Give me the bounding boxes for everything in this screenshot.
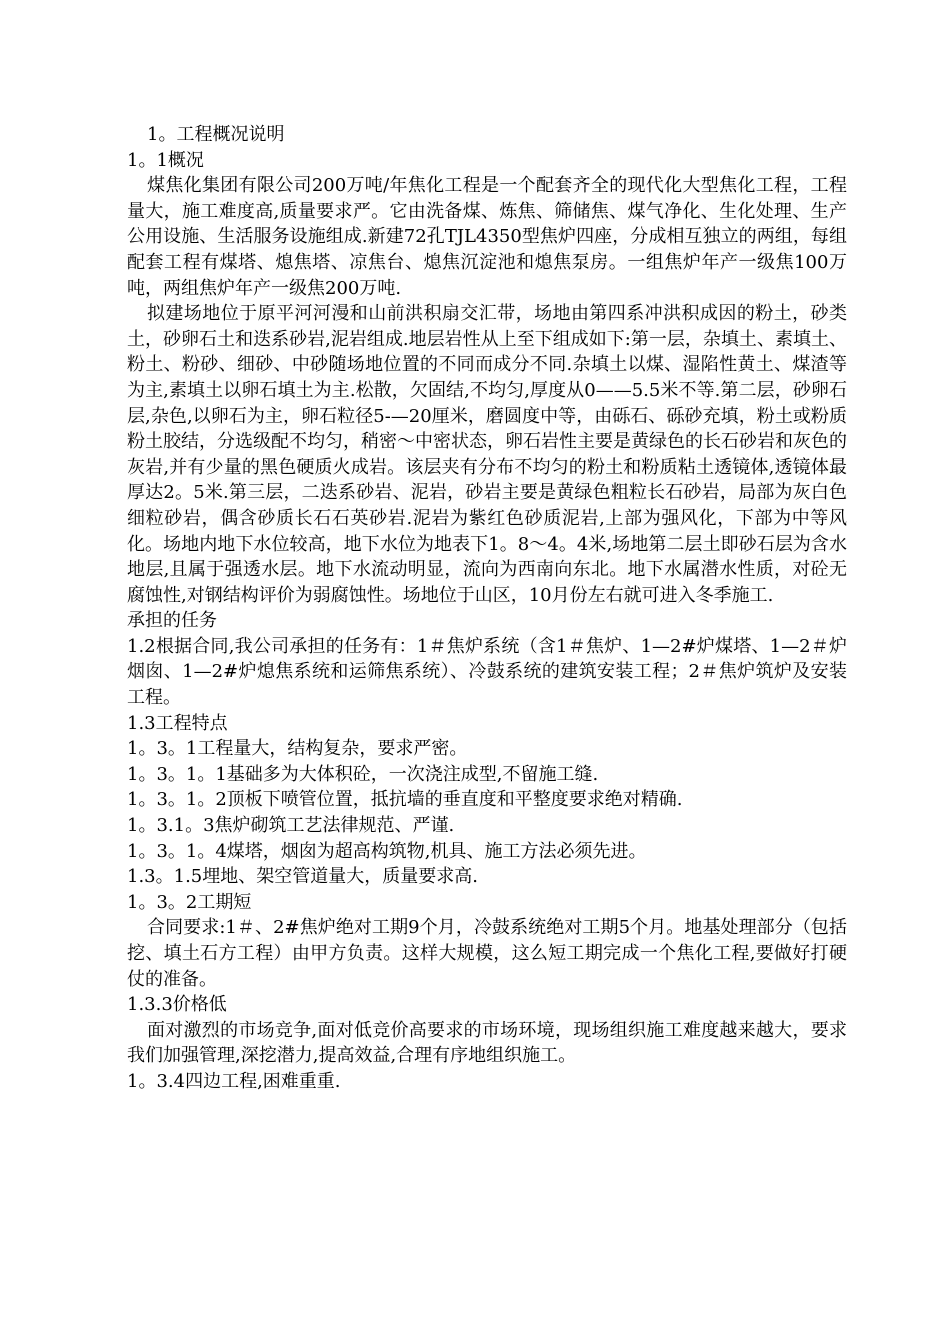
list-item-1-3-1-5: 1.3。1.5埋地、架空管道量大，质量要求高.	[127, 866, 478, 888]
subsection-heading-features: 1.3工程特点	[127, 712, 228, 734]
paragraph-price: 面对激烈的市场竞争,面对低竞价高要求的市场环境，现场组织施工难度越来越大，要求我们加强管理,深挖潜力,提高效益,合理有序地组织施工。	[127, 1019, 847, 1067]
list-item-1-3-1-2: 1。3。1。2顶板下喷管位置，抵抗墙的垂直度和平整度要求绝对精确.	[127, 789, 683, 811]
section-heading-1: 1。工程概况说明	[147, 124, 285, 145]
paragraph-overview: 煤焦化集团有限公司200万吨/年焦化工程是一个配套齐全的现代化大型焦化工程，工程量大，施工难度高,质量要求严。它由洗备煤、炼焦、筛储焦、煤气净化、生化处理、生产公用设施、生活服务设施组成.新建72孔TJL4350型焦炉四座，分成相互独立的两组，每组配套工程有煤塔、熄焦塔、凉焦台、熄焦沉淀池和熄焦泵房。一组焦炉年产一级焦100万吨，两组焦炉年产一级焦200万吨.	[127, 175, 847, 299]
list-item-1-3-1-1: 1。3。1。1基础多为大体积砼，一次浇注成型,不留施工缝.	[127, 763, 599, 785]
list-item-1-3-1-4: 1。3。1。4煤塔，烟囱为超高构筑物,机具、施工方法必须先进。	[127, 840, 647, 862]
paragraph-schedule: 合同要求:1＃、2#焦炉绝对工期9个月，冷鼓系统绝对工期5个月。地基处理部分（包括挖、填土石方工程）由甲方负责。这样大规模，这么短工期完成一个焦化工程,要做好打硬仗的准备。	[127, 917, 847, 990]
list-item-1-3-2: 1。3。2工期短	[127, 891, 252, 913]
list-item-1-3-4: 1。3.4四边工程,困难重重.	[127, 1070, 341, 1092]
list-item-1-3-3: 1.3.3价格低	[127, 994, 227, 1016]
document-body	[127, 122, 847, 1095]
subsection-heading-overview: 1。1概况	[127, 149, 204, 171]
subsection-heading-tasks: 承担的任务	[127, 610, 217, 632]
paragraph-site-conditions: 拟建场地位于原平河河漫和山前洪积扇交汇带，场地由第四系冲洪积成因的粉土，砂类土，砂卵石土和迭系砂岩,泥岩组成.地层岩性从上至下组成如下:第一层，杂填土、素填土、粉土、粉砂、细砂、中砂随场地位置的不同而成分不同.杂填土以煤、湿陷性黄土、煤渣等为主,素填土以卵石填土为主.松散，欠固结,不均匀,厚度从0——5.5米不等.第二层，砂卵石层,杂色,以卵石为主，卵石粒径5-—20厘米，磨圆度中等，由砾石、砾砂充填，粉土或粉质粉土胶结，分选级配不均匀，稍密～中密状态，卵石岩性主要是黄绿色的长石砂岩和灰色的灰岩,并有少量的黑色硬质火成岩。该层夹有分布不均匀的粉土和粉质粘土透镜体,透镜体最厚达2。5米.第三层，二迭系砂岩、泥岩，砂岩主要是黄绿色粗粒长石砂岩，局部为灰白色细粒砂岩，偶含砂质长石石英砂岩.泥岩为紫红色砂质泥岩,上部为强风化，下部为中等风化。场地内地下水位较高，地下水位为地表下1。8～4。4米,场地第二层土即砂石层为含水地层,且属于强透水层。地下水流动明显，流向为西南向东北。地下水属潜水性质，对砼无腐蚀性,对钢结构评价为弱腐蚀性。场地位于山区，10月份左右就可进入冬季施工.	[127, 303, 847, 606]
list-item-1-3-1-3: 1。3.1。3焦炉砌筑工艺法律规范、严谨.	[127, 815, 455, 837]
list-item-1-3-1: 1。3。1工程量大，结构复杂，要求严密。	[127, 738, 468, 760]
paragraph-tasks: 1.2根据合同,我公司承担的任务有：1＃焦炉系统（含1＃焦炉、1—2#炉煤塔、1—2＃炉烟囱、1—2#炉熄焦系统和运筛焦系统）、冷鼓系统的建筑安装工程；2＃焦炉筑炉及安装工程。	[127, 635, 847, 709]
